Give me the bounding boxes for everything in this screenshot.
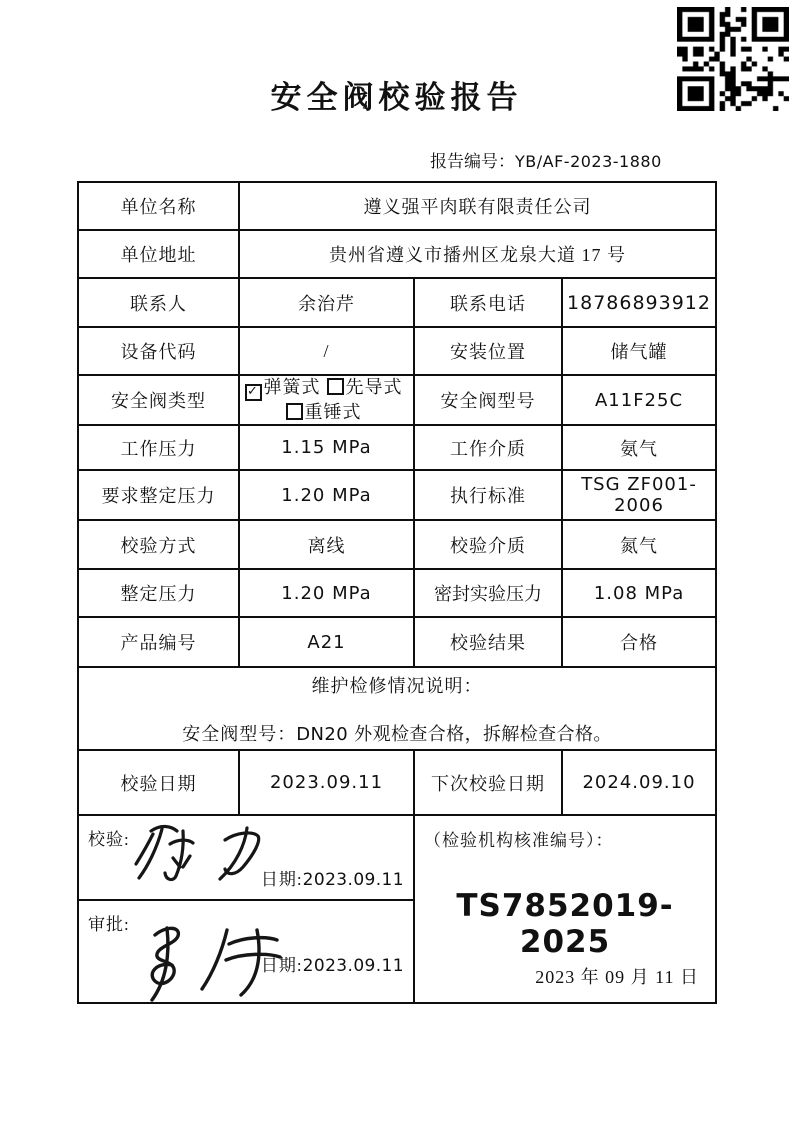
table-row [78, 375, 716, 425]
checkbox-icon [286, 403, 303, 420]
work-medium-label: 工作介质 [414, 425, 562, 470]
phone-label: 联系电话 [414, 278, 562, 327]
checkbox-icon: ✓ [245, 384, 262, 401]
checkbox-label: 重锤式 [304, 402, 362, 422]
work-pressure-value: 1.15 MPa [239, 425, 414, 470]
checkbox-label: 弹簧式 [263, 377, 321, 397]
approver-label: 审批: [88, 915, 130, 934]
table-row [78, 617, 716, 667]
table-row [78, 667, 716, 750]
org-code-value: TS7852019-2025 [456, 888, 674, 960]
seal-pressure-label: 密封实验压力 [414, 569, 562, 617]
unit-name-label: 单位名称 [78, 182, 239, 230]
approver-cell [78, 900, 414, 1003]
page-title: 安全阀校验报告 [270, 80, 523, 115]
table-row [78, 569, 716, 617]
date-label: 日期: [260, 956, 303, 975]
work-pressure-label: 工作压力 [78, 425, 239, 470]
result-label: 校验结果 [414, 617, 562, 667]
verify-mode-value: 离线 [239, 520, 414, 569]
note-text: DN20 外观检查合格，拆解检查合格。 [296, 723, 612, 745]
verify-medium-value: 氮气 [562, 520, 716, 569]
standard-label: 执行标准 [414, 470, 562, 520]
set-pressure-value: 1.20 MPa [239, 569, 414, 617]
verifier-date [261, 865, 404, 890]
unit-address-label: 单位地址 [78, 230, 239, 278]
checkbox-spring-type [245, 377, 321, 397]
verifier-label: 校验: [88, 830, 130, 849]
table-row [78, 425, 716, 470]
issue-date: 2023 年 09 月 11 日 [535, 967, 700, 987]
table-row [78, 327, 716, 375]
org-code-label: （检验机构核准编号）： [424, 831, 614, 850]
install-pos-label: 安装位置 [414, 327, 562, 375]
checkbox-icon [327, 378, 344, 395]
approver-date [261, 951, 404, 976]
set-pressure-label: 整定压力 [78, 569, 239, 617]
valve-type-label: 安全阀类型 [78, 375, 239, 425]
verify-medium-label: 校验介质 [414, 520, 562, 569]
valve-type-checkboxes [239, 375, 414, 425]
unit-address-value: 贵州省遵义市播州区龙泉大道 17 号 [239, 230, 716, 278]
report-number-line [430, 147, 662, 172]
table-row [78, 520, 716, 569]
standard-value: TSG ZF001-2006 [562, 470, 716, 520]
table-row [78, 278, 716, 327]
verify-date-value: 2023.09.11 [239, 750, 414, 815]
verifier-cell [78, 815, 414, 900]
date-label: 日期: [260, 870, 303, 889]
contact-value: 余治芹 [239, 278, 414, 327]
date-value: 2023.09.11 [302, 870, 404, 890]
device-code-value: / [239, 327, 414, 375]
work-medium-value: 氨气 [562, 425, 716, 470]
product-no-label: 产品编号 [78, 617, 239, 667]
valve-model-label: 安全阀型号 [414, 375, 562, 425]
checkbox-label: 先导式 [345, 377, 403, 397]
report-number-value: YB/AF-2023-1880 [515, 152, 662, 171]
checkbox-pilot-type [327, 377, 403, 397]
report-table [77, 181, 717, 1004]
install-pos-value: 储气罐 [562, 327, 716, 375]
req-set-pressure-value: 1.20 MPa [239, 470, 414, 520]
date-value: 2023.09.11 [302, 956, 404, 976]
unit-name-value: 遵义强平肉联有限责任公司 [239, 182, 716, 230]
req-set-pressure-label: 要求整定压力 [78, 470, 239, 520]
maintenance-note-title: 维护检修情况说明： [311, 675, 483, 696]
device-code-label: 设备代码 [78, 327, 239, 375]
product-no-value: A21 [239, 617, 414, 667]
org-approval-cell [414, 815, 716, 1003]
table-row [78, 750, 716, 815]
maintenance-note-cell [78, 667, 716, 750]
result-value: 合格 [562, 617, 716, 667]
phone-value: 18786893912 [562, 278, 716, 327]
checkbox-deadweight-type [286, 402, 362, 422]
next-date-value: 2024.09.10 [562, 750, 716, 815]
table-row [78, 230, 716, 278]
valve-model-value: A11F25C [562, 375, 716, 425]
maintenance-note-body [79, 720, 715, 746]
verify-mode-label: 校验方式 [78, 520, 239, 569]
contact-label: 联系人 [78, 278, 239, 327]
note-prefix: 安全阀型号： [182, 723, 297, 744]
verify-date-label: 校验日期 [78, 750, 239, 815]
report-number-label: 报告编号： [430, 152, 515, 171]
table-row [78, 815, 716, 900]
table-row [78, 182, 716, 230]
next-date-label: 下次校验日期 [414, 750, 562, 815]
qr-code-icon [677, 7, 789, 111]
table-row [78, 470, 716, 520]
seal-pressure-value: 1.08 MPa [562, 569, 716, 617]
